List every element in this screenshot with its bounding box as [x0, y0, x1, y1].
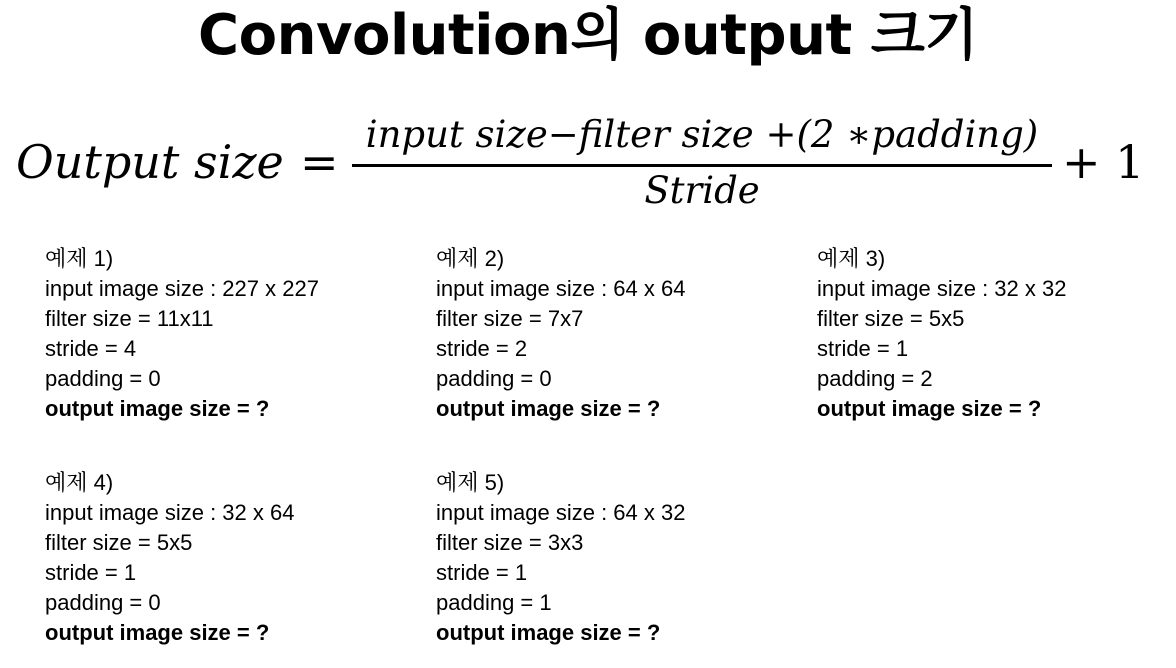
example-stride: stride = 1 [817, 336, 909, 361]
example-stride: stride = 1 [436, 560, 528, 585]
example-3 [817, 244, 1176, 424]
example-title: 예제 4) [45, 470, 114, 495]
example-4 [45, 468, 405, 648]
example-stride: stride = 4 [45, 336, 137, 361]
example-stride: stride = 1 [45, 560, 137, 585]
output-size-formula [0, 110, 1176, 220]
formula-denominator: Stride [644, 169, 760, 212]
formula-numerator: input size−filter size +(2 ∗padding) [365, 113, 1039, 156]
example-padding: padding = 0 [45, 590, 161, 615]
example-filter-size: filter size = 3x3 [436, 530, 584, 555]
formula-lhs: Output size [16, 135, 284, 189]
example-output-question: output image size = ? [817, 396, 1042, 421]
example-output-question: output image size = ? [45, 396, 270, 421]
example-title: 예제 3) [817, 246, 886, 271]
page-title: Convolution의 output 크기 [198, 3, 978, 68]
example-input-size: input image size : 32 x 32 [817, 276, 1067, 301]
example-input-size: input image size : 227 x 227 [45, 276, 319, 301]
example-output-question: output image size = ? [45, 620, 270, 645]
example-padding: padding = 1 [436, 590, 552, 615]
example-padding: padding = 2 [817, 366, 933, 391]
example-filter-size: filter size = 5x5 [45, 530, 193, 555]
fraction-bar [352, 164, 1052, 167]
example-output-question: output image size = ? [436, 396, 661, 421]
example-padding: padding = 0 [45, 366, 161, 391]
example-5 [436, 468, 796, 648]
formula-equals: = [300, 135, 339, 189]
example-input-size: input image size : 64 x 64 [436, 276, 686, 301]
example-filter-size: filter size = 7x7 [436, 306, 584, 331]
example-input-size: input image size : 64 x 32 [436, 500, 686, 525]
example-title: 예제 1) [45, 246, 114, 271]
example-1 [45, 244, 405, 424]
example-filter-size: filter size = 11x11 [45, 306, 214, 331]
example-title: 예제 5) [436, 470, 505, 495]
example-stride: stride = 2 [436, 336, 528, 361]
formula-tail: + 1 [1062, 135, 1145, 189]
example-filter-size: filter size = 5x5 [817, 306, 965, 331]
example-output-question: output image size = ? [436, 620, 661, 645]
example-input-size: input image size : 32 x 64 [45, 500, 295, 525]
example-2 [436, 244, 796, 424]
example-padding: padding = 0 [436, 366, 552, 391]
example-title: 예제 2) [436, 246, 505, 271]
